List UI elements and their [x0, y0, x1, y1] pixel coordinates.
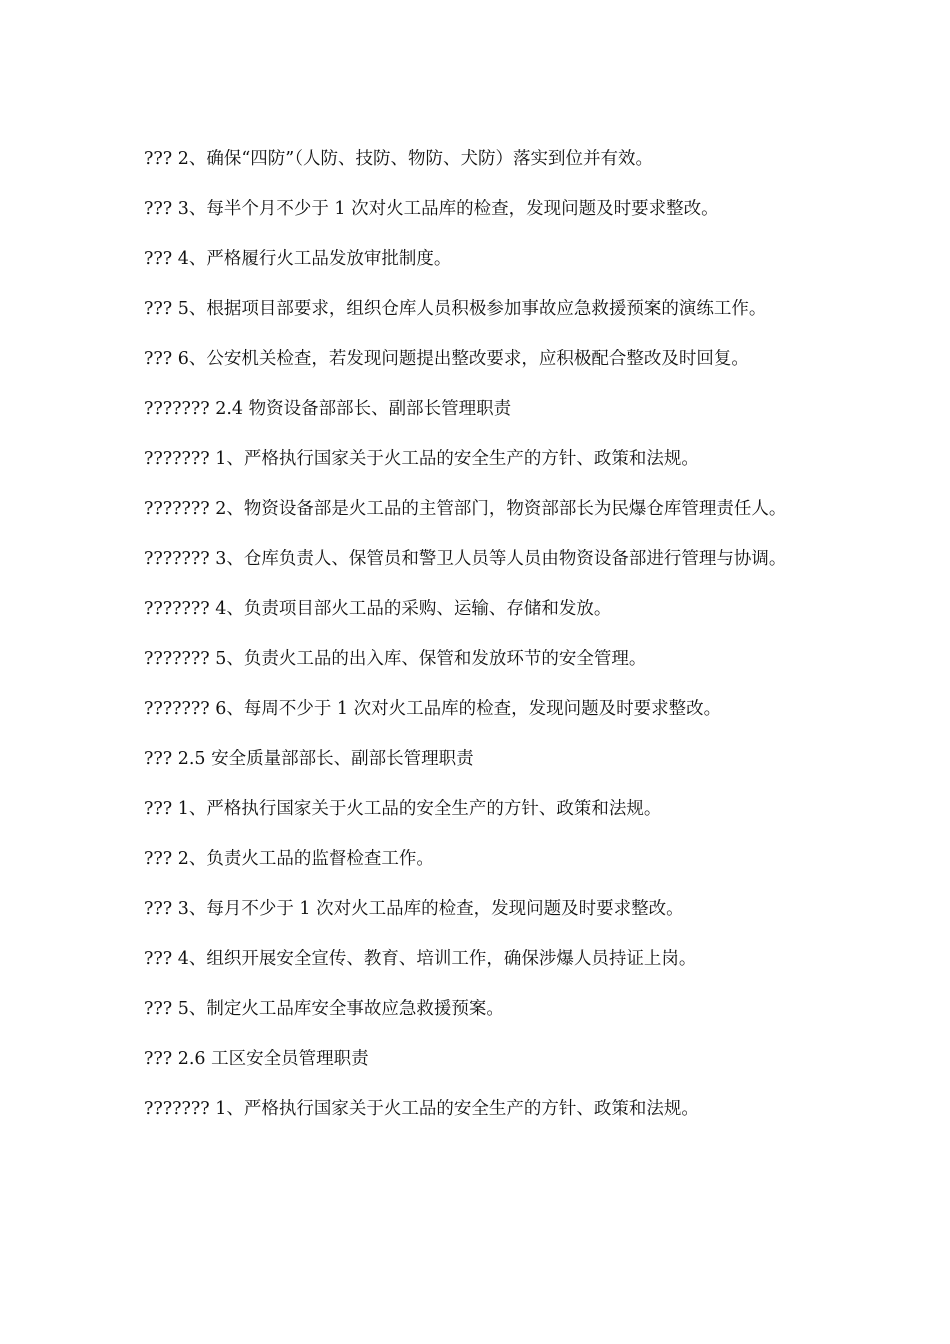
paragraph: ??????? 1、严格执行国家关于火工品的安全生产的方针、政策和法规。 — [144, 449, 699, 469]
paragraph: ??? 6、公安机关检查，若发现问题提出整改要求，应积极配合整改及时回复。 — [144, 349, 749, 369]
paragraph: ??? 4、组织开展安全宣传、教育、培训工作，确保涉爆人员持证上岗。 — [144, 949, 697, 969]
paragraph: ??????? 6、每周不少于 1 次对火工品库的检查，发现问题及时要求整改。 — [144, 699, 722, 719]
paragraph: ??????? 5、负责火工品的出入库、保管和发放环节的安全管理。 — [144, 649, 647, 669]
document-body — [144, 147, 804, 1147]
paragraph: ??? 5、根据项目部要求，组织仓库人员积极参加事故应急救援预案的演练工作。 — [144, 299, 767, 319]
paragraph: ??????? 1、严格执行国家关于火工品的安全生产的方针、政策和法规。 — [144, 1099, 699, 1119]
paragraph: ??? 3、每月不少于 1 次对火工品库的检查，发现问题及时要求整改。 — [144, 899, 684, 919]
paragraph: ??????? 3、仓库负责人、保管员和警卫人员等人员由物资设备部进行管理与协调。 — [144, 549, 787, 569]
paragraph: ??? 2、负责火工品的监督检查工作。 — [144, 849, 434, 869]
section-heading: ??? 2.6 工区安全员管理职责 — [144, 1049, 369, 1069]
paragraph: ??????? 2、物资设备部是火工品的主管部门，物资部部长为民爆仓库管理责任人。 — [144, 499, 787, 519]
section-heading: ??????? 2.4 物资设备部部长、副部长管理职责 — [144, 399, 512, 419]
paragraph: ??? 4、严格履行火工品发放审批制度。 — [144, 249, 452, 269]
section-heading: ??? 2.5 安全质量部部长、副部长管理职责 — [144, 749, 474, 769]
paragraph: ??? 5、制定火工品库安全事故应急救援预案。 — [144, 999, 504, 1019]
paragraph: ??? 1、严格执行国家关于火工品的安全生产的方针、政策和法规。 — [144, 799, 662, 819]
paragraph: ??? 3、每半个月不少于 1 次对火工品库的检查，发现问题及时要求整改。 — [144, 199, 719, 219]
paragraph: ??????? 4、负责项目部火工品的采购、运输、存储和发放。 — [144, 599, 612, 619]
paragraph: ??? 2、确保“四防”（人防、技防、物防、犬防）落实到位并有效。 — [144, 149, 653, 169]
